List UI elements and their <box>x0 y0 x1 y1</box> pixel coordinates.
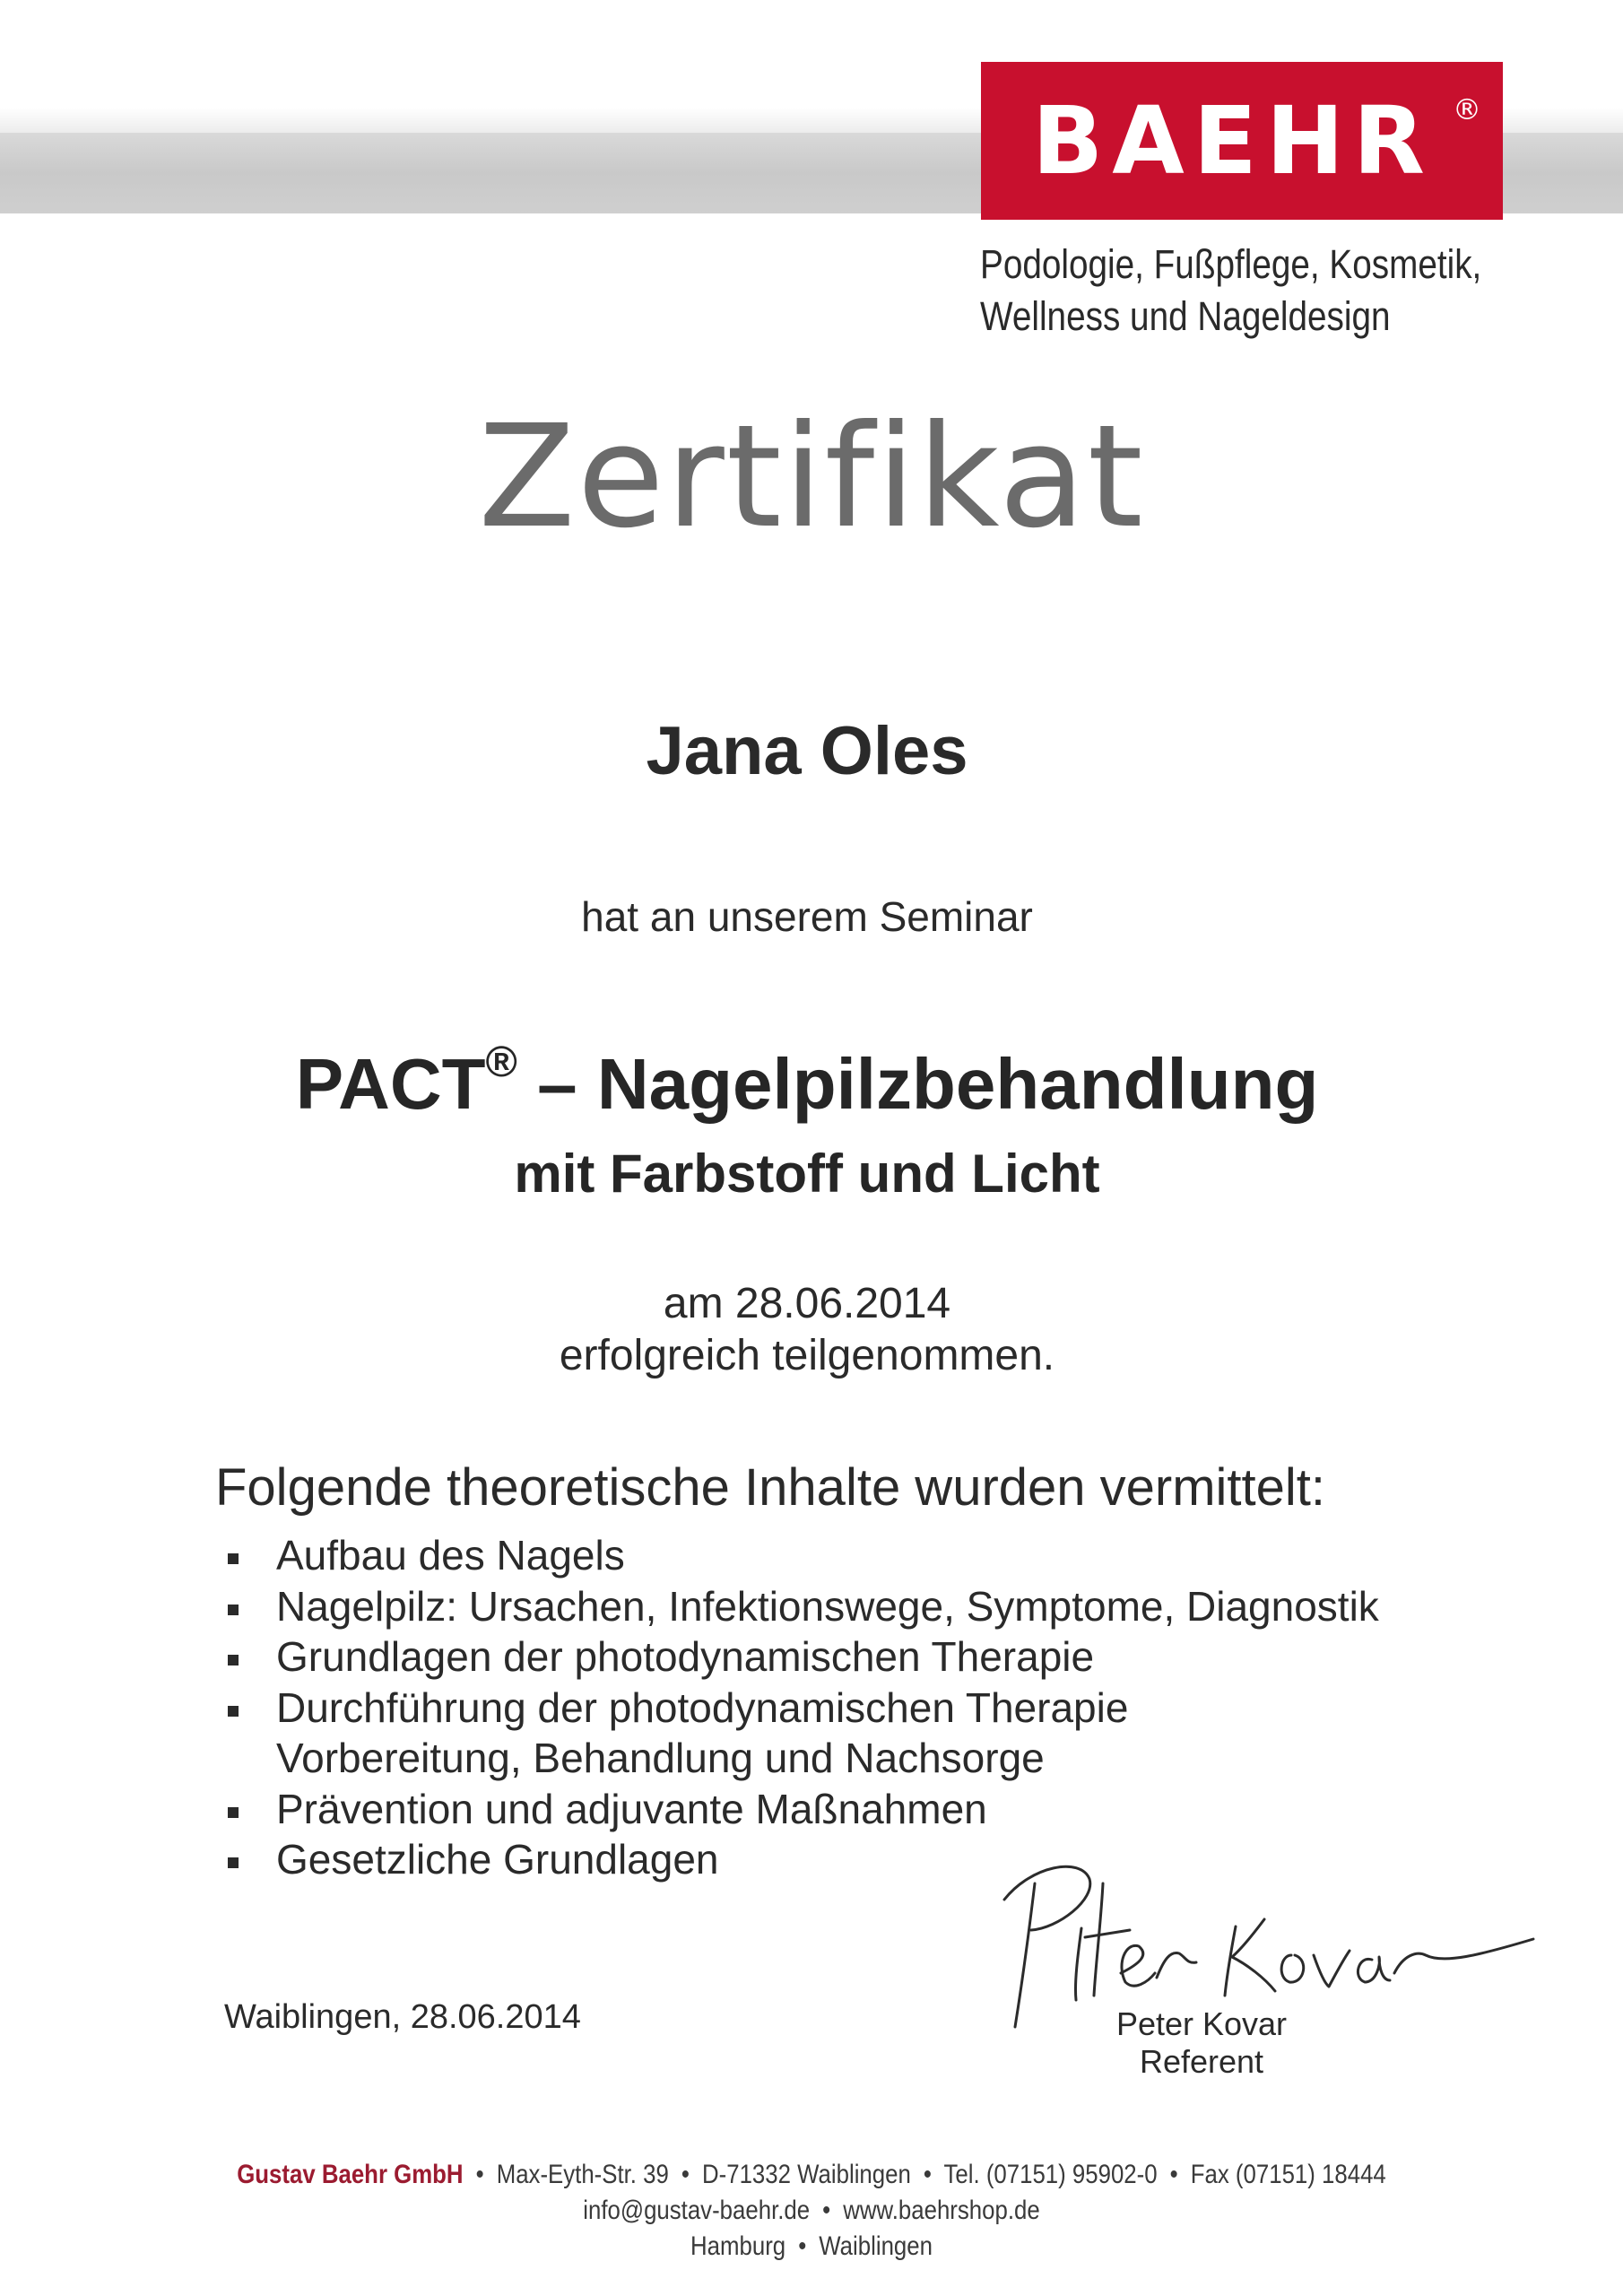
footer-phone: Tel. (07151) 95902-0 <box>943 2160 1158 2189</box>
tagline-line-1: Podologie, Fußpflege, Kosmetik, <box>980 241 1482 287</box>
footer-contact-row <box>114 2193 1510 2229</box>
list-item-text: Grundlagen der photodynamischen Therapie <box>276 1633 1095 1680</box>
footer-location: Waiblingen <box>819 2231 933 2261</box>
brand-tagline <box>980 239 1481 343</box>
footer-address-row <box>114 2157 1510 2193</box>
signer-block <box>1031 2005 1372 2081</box>
list-item-text: Durchführung der photodynamischen Therapie <box>276 1683 1129 1731</box>
footer-separator: • <box>798 2231 807 2261</box>
certificate-title-text: Zertifikat <box>478 395 1145 560</box>
footer-location: Hamburg <box>690 2231 786 2261</box>
footer-company: Gustav Baehr GmbH <box>237 2160 464 2189</box>
footer-locations-row <box>114 2229 1510 2265</box>
completion-block <box>0 1278 1614 1382</box>
list-item <box>224 1581 1379 1632</box>
footer-separator: • <box>1169 2160 1178 2189</box>
footer-street: Max-Eyth-Str. 39 <box>496 2160 669 2189</box>
logo-text: BAEHR <box>1032 86 1434 196</box>
footer-city: D-71332 Waiblingen <box>702 2160 911 2189</box>
footer-website: www.baehrshop.de <box>843 2196 1040 2225</box>
tagline-line-2: Wellness und Nageldesign <box>980 293 1391 339</box>
list-item-continuation: Vorbereitung, Behandlung und Nachsorge <box>276 1735 1045 1781</box>
footer-fax: Fax (07151) 18444 <box>1190 2160 1386 2189</box>
seminar-date: am 28.06.2014 <box>663 1280 951 1327</box>
recipient-name: Jana Oles <box>646 713 968 789</box>
footer <box>0 2157 1623 2265</box>
intro-text: hat an unserem Seminar <box>581 893 1033 940</box>
logo-registered-mark: ® <box>1453 92 1481 126</box>
list-item <box>224 1631 1379 1683</box>
list-item <box>224 1530 1379 1581</box>
footer-separator: • <box>475 2160 484 2189</box>
list-item <box>224 1683 1379 1784</box>
course-title <box>0 1039 1614 1126</box>
list-item-text: Gesetzliche Grundlagen <box>276 1836 719 1883</box>
course-title-rest: – Nagelpilzbehandlung <box>537 1044 1319 1124</box>
certificate-title <box>0 395 1623 560</box>
list-item-text: Prävention und adjuvante Maßnahmen <box>276 1785 987 1832</box>
footer-email: info@gustav-baehr.de <box>583 2196 811 2225</box>
footer-separator: • <box>681 2160 690 2189</box>
course-registered-mark: ® <box>485 1039 517 1086</box>
completion-text: erfolgreich teilgenommen. <box>559 1332 1055 1379</box>
place-and-date: Waiblingen, 28.06.2014 <box>224 1998 581 2036</box>
footer-separator: • <box>923 2160 932 2189</box>
list-item-text: Aufbau des Nagels <box>276 1532 625 1578</box>
signer-name: Peter Kovar <box>1115 2005 1288 2042</box>
contents-heading: Folgende theoretische Inhalte wurden vermittelt: <box>215 1458 1326 1517</box>
signer-role: Referent <box>1139 2043 1264 2080</box>
list-item-text: Nagelpilz: Ursachen, Infektionswege, Symptome, Diagnostik <box>276 1582 1379 1630</box>
course-name: PACT <box>295 1044 486 1124</box>
footer-separator: • <box>822 2196 831 2225</box>
course-subtitle: mit Farbstoff und Licht <box>514 1144 1100 1204</box>
list-item <box>224 1784 1379 1835</box>
baehr-logo <box>981 62 1503 220</box>
